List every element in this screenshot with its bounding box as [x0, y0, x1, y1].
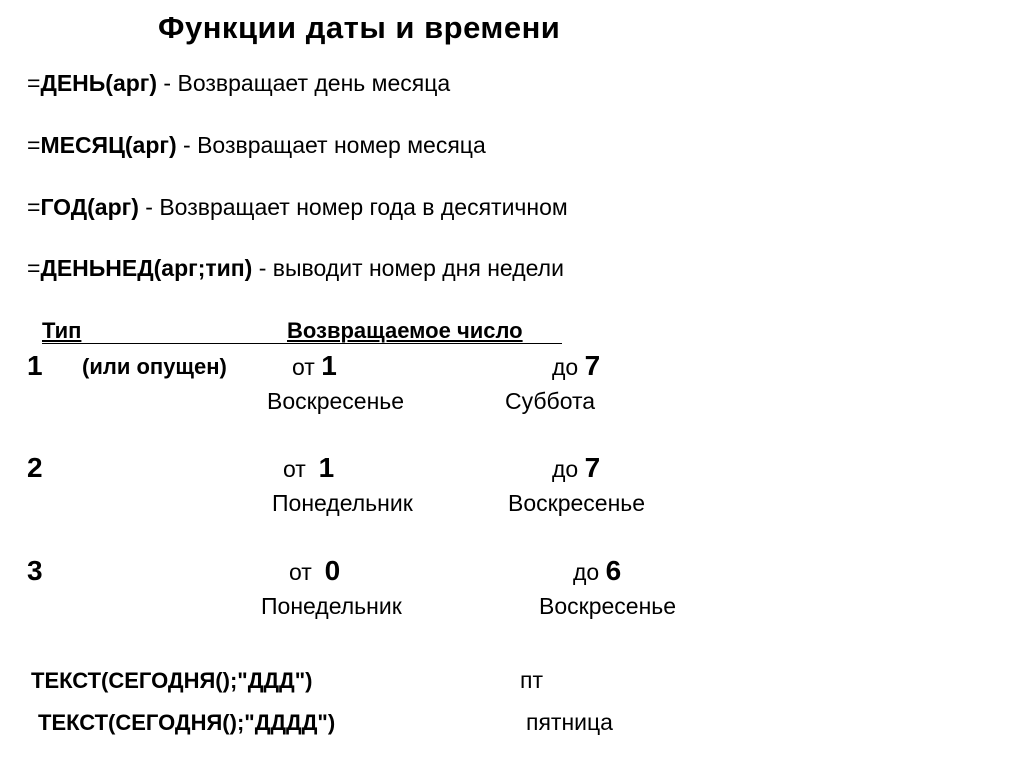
- example-result: пятница: [526, 709, 613, 735]
- from-day: Воскресенье: [267, 388, 405, 414]
- range-to: до 6: [573, 555, 622, 586]
- function-name: ГОД(арг): [40, 194, 139, 220]
- header-underline: [42, 343, 562, 344]
- function-name: МЕСЯЦ(арг): [40, 132, 177, 158]
- function-name: ДЕНЬ(арг): [40, 70, 158, 96]
- range-from: от 1: [283, 452, 335, 483]
- to-day: Воскресенье: [539, 593, 677, 619]
- to-day: Воскресенье: [508, 490, 646, 516]
- function-line-year: =ГОД(арг) - Возвращает номер года в десятичном: [27, 194, 568, 220]
- from-day: Понедельник: [272, 490, 413, 516]
- function-line-weekday: =ДЕНЬНЕД(арг;тип) - выводит номер дня недели: [27, 255, 564, 281]
- example-formula: ТЕКСТ(СЕГОДНЯ();"ДДДД"): [38, 710, 336, 735]
- from-day: Понедельник: [261, 593, 402, 619]
- example-result: пт: [520, 667, 543, 693]
- range-from: от 1: [292, 350, 337, 381]
- function-name: ДЕНЬНЕД(арг;тип): [40, 255, 253, 281]
- function-desc: - Возвращает номер года в десятичном: [138, 194, 568, 220]
- example-formula: ТЕКСТ(СЕГОДНЯ();"ДДД"): [31, 668, 313, 693]
- function-line-day: =ДЕНЬ(арг) - Возвращает день месяца: [27, 70, 451, 96]
- to-day: Суббота: [505, 388, 596, 414]
- type-note: (или опущен): [82, 354, 227, 379]
- function-desc: - Возвращает день месяца: [157, 70, 451, 96]
- type-number: 2: [27, 452, 43, 483]
- header-return: Возвращаемое число: [287, 318, 523, 343]
- page-title: Функции даты и времени: [158, 10, 561, 45]
- range-to: до 7: [552, 350, 601, 381]
- type-number: 3: [27, 555, 43, 586]
- range-to: до 7: [552, 452, 601, 483]
- range-from: от 0: [289, 555, 341, 586]
- type-number: 1: [27, 350, 43, 381]
- header-type: Тип: [42, 318, 82, 343]
- function-line-month: =МЕСЯЦ(арг) - Возвращает номер месяца: [27, 132, 486, 158]
- function-desc: - выводит номер дня недели: [252, 255, 564, 281]
- function-desc: - Возвращает номер месяца: [176, 132, 486, 158]
